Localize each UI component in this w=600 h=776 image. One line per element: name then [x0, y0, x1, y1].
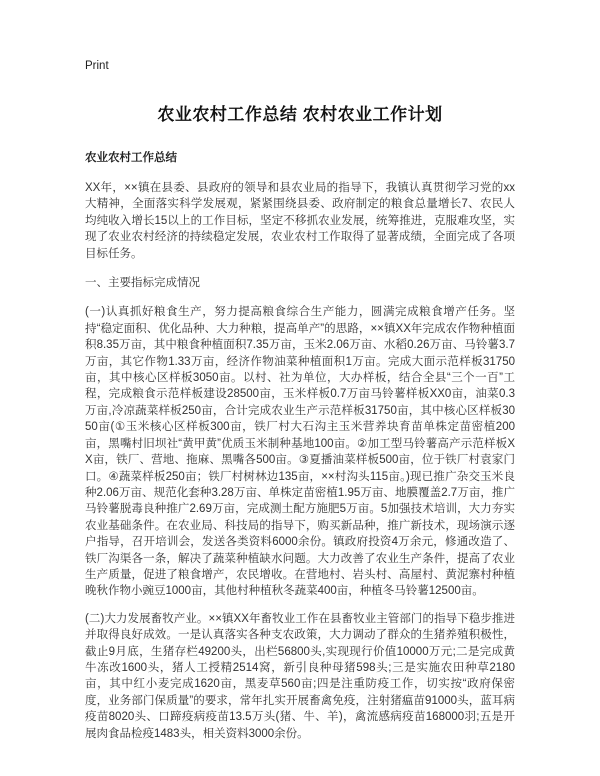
paragraph: XX年，××镇在县委、县政府的领导和县农业局的指导下，我镇认真贯彻学习党的xx大精神，全面落实科学发展观，紧紧围绕县委、政府制定的粮食总量增长7、农民人均纯收入增长15以上的工作目标，坚定不移抓农业发展，统筹推进，克服难攻坚，实现了农业农村经济的持续稳定发展，农业农村工作取得了显著成绩，全面完成了各项目标任务。	[85, 182, 515, 260]
document-body	[85, 180, 515, 742]
paragraph: (二)大力发展畜牧产业。××镇XX年畜牧业工作在县畜牧业主管部门的指导下稳步推进并取得良好成效。一是认真落实各种支农政策，大力调动了群众的生猪养殖积极性，截止9月底，生猪存栏49200头，出栏56800头,实现现行价值10000万元;二是完成黄牛冻改1600头，猪人工授精2514窝，新引良种母猪598头;三是实施农田种草2180亩，其中红小麦完成1620亩，黑麦草560亩;四是注重防疫工作，切实按“政府保密度，业务部门保质量”的要求，常年扎实开展畜禽免疫，注射猪瘟苗91000头，蓝耳病疫苗8020头、口蹄疫病疫苗13.5万头(猪、牛、羊)，禽流感病疫苗168000羽;五是开展肉食品检疫1483头，相关资料3000余份。	[85, 612, 515, 740]
page-title: 农业农村工作总结 农村农业工作计划	[157, 105, 443, 124]
document-subtitle: 农业农村工作总结	[85, 152, 177, 164]
section-heading: 一、主要指标完成情况	[85, 277, 200, 290]
print-button[interactable]: Print	[85, 60, 109, 72]
paragraph: (一)认真抓好粮食生产，努力提高粮食综合生产能力，圆满完成粮食增产任务。坚持“稳定面积、优化品种、大力种粮，提高单产”的思路，××镇XX年完成农作物种植面积8.35万亩，其中粮食种植面积7.35万亩，玉米2.06万亩、水稻0.26万亩、马铃薯3.7万亩，其它作物1.33万亩，经济作物油菜种植面积1万亩。完成大面示范样板31750亩，其中核心区样板3050亩。以村、社为单位，大办样板，结合全县“三个一百”工程，完成粮食示范样板建设28500亩，玉米样板0.7万亩马铃薯样板XX0亩，油菜0.3万亩,冷凉蔬菜样板250亩，合计完成农业生产示范样板31750亩，其中核心区样板3050亩(①玉米核心区样板300亩，铁厂村大石沟主玉米营养块育苗单株定苗密植200亩，黑嘴村旧坝社“黄甲黄”优质玉米制种基地100亩。②加工型马铃薯高产示范样板XX亩，铁厂、营地、拖麻、黑嘴各500亩。③夏播油菜样板500亩，位于铁厂村袁家门口。④蔬菜样板250亩；铁厂村树林边135亩，××村沟头115亩。)现已推广杂交玉米良种2.06万亩、规范化套种3.28万亩、单株定苗密植1.95万亩、地膜覆盖2.7万亩，推广马铃薯脱毒良种推广2.69万亩，完成测土配方施肥5万亩。5加强技术培训，大力夯实农业基础条件。在农业局、科技局的指导下，购买新品种，推广新技术，现场演示逐户指导，召开培训会，发送各类资料6000余份。镇政府投资4万余元，修通改造了、铁厂沟渠各一条，解决了蔬菜种植缺水问题。大力改善了农业生产条件，提高了农业生产质量，促进了粮食增产，农民增收。在营地村、岩头村、高屋村、黄泥寨村种植晚秋作物小豌豆1000亩，其他村种植秋冬蔬菜400亩，种植冬马铃薯12500亩。	[85, 306, 515, 598]
